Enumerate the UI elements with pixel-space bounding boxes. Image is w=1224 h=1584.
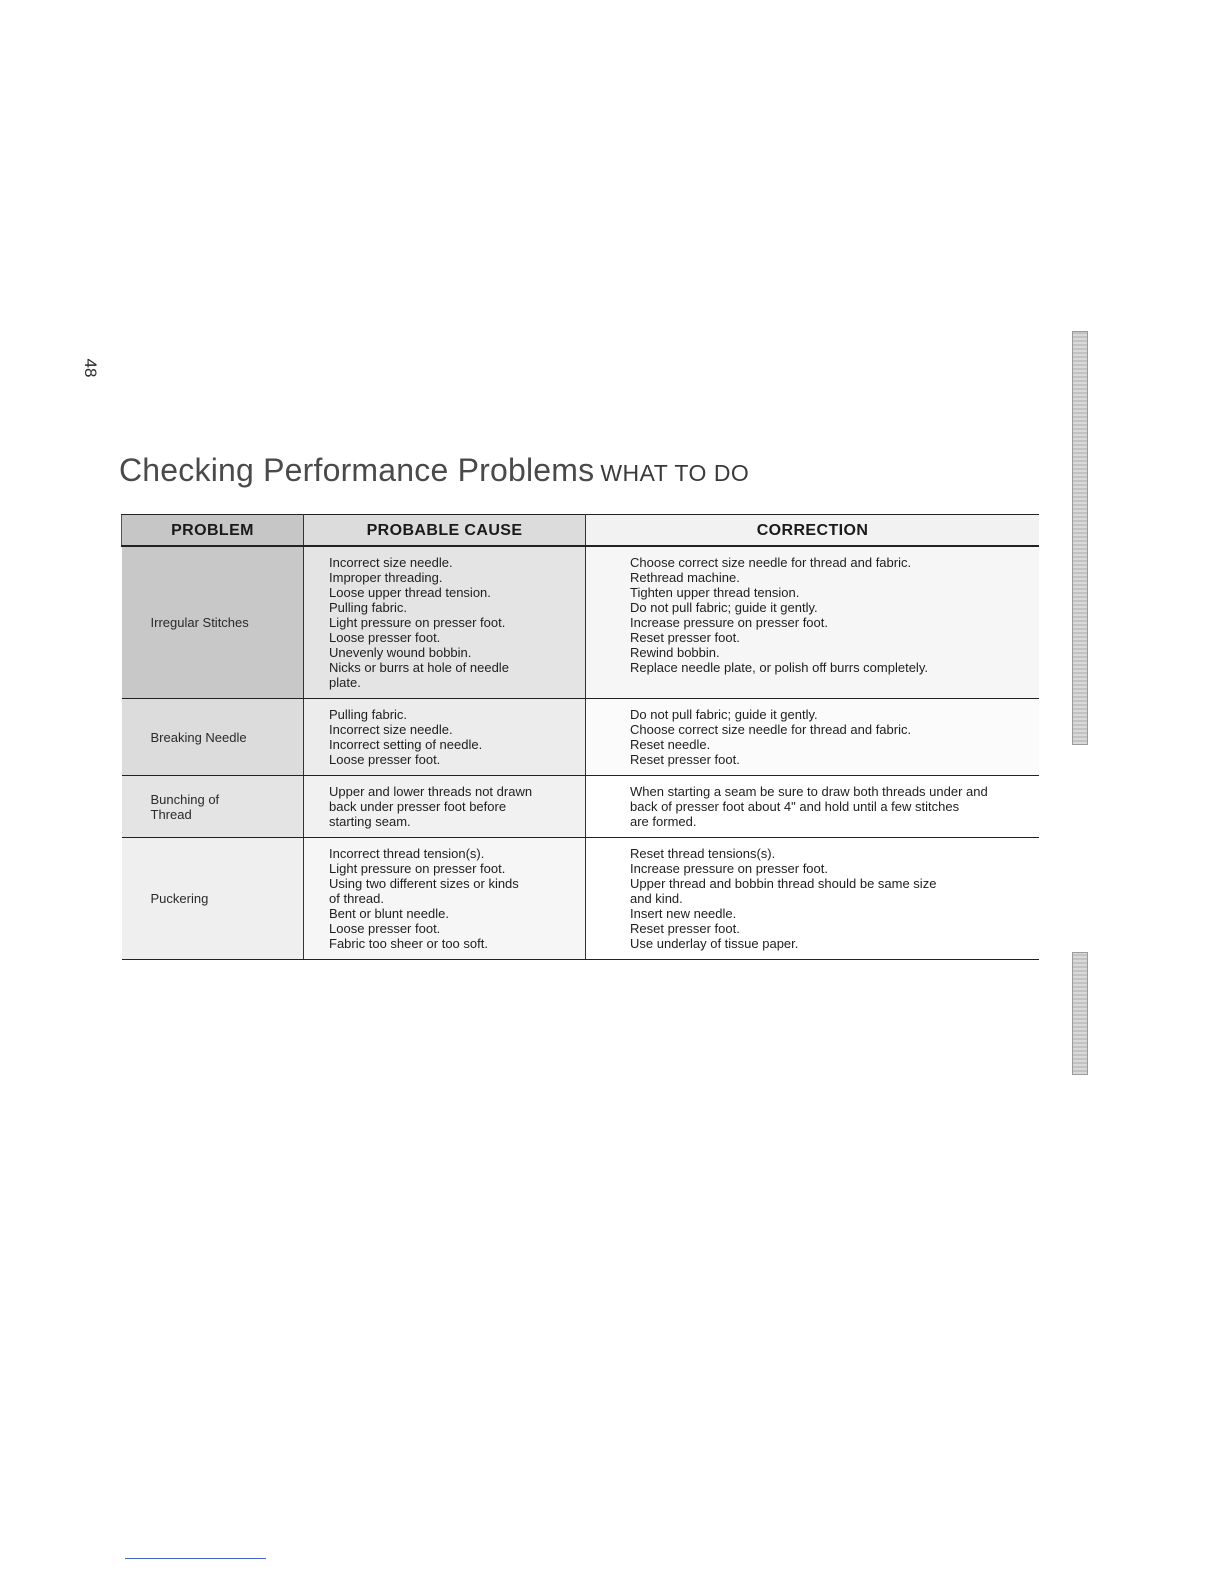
cause-line: Loose upper thread tension. bbox=[329, 585, 491, 600]
cause-line: Fabric too sheer or too soft. bbox=[329, 936, 488, 951]
correction-line: Choose correct size needle for thread and fabric. bbox=[630, 722, 912, 737]
table-row bbox=[122, 776, 1040, 838]
cause-line: Loose presser foot. bbox=[329, 630, 441, 645]
cause-line: Unevenly wound bobbin. bbox=[329, 645, 472, 660]
correction-line: Do not pull fabric; guide it gently. bbox=[630, 600, 818, 615]
cause-line: Loose presser foot. bbox=[329, 752, 441, 767]
correction-line: Reset thread tensions(s). bbox=[630, 846, 776, 861]
correction-line: Upper thread and bobbin thread should be same size bbox=[630, 876, 937, 891]
correction-line: Tighten upper thread tension. bbox=[630, 585, 800, 600]
title-subtitle: WHAT TO DO bbox=[600, 460, 750, 486]
cause-line: Incorrect setting of needle. bbox=[329, 737, 483, 752]
correction-line: Reset needle. bbox=[630, 737, 711, 752]
cause-line: Pulling fabric. bbox=[329, 600, 408, 615]
header-probable-cause: PROBABLE CAUSE bbox=[304, 515, 586, 547]
cause-cell bbox=[304, 838, 586, 960]
correction-cell bbox=[586, 838, 1040, 960]
cause-line: Bent or blunt needle. bbox=[329, 906, 449, 921]
correction-line: back of presser foot about 4" and hold until a few stitches bbox=[630, 799, 960, 814]
page-edge-bar-bottom bbox=[1072, 952, 1088, 1075]
problem-cell: Irregular Stitches bbox=[122, 546, 304, 699]
footer-rule bbox=[125, 1558, 266, 1559]
page-edge-bar-top bbox=[1072, 331, 1088, 745]
cause-line: Loose presser foot. bbox=[329, 921, 441, 936]
correction-cell bbox=[586, 546, 1040, 699]
cause-line: Improper threading. bbox=[329, 570, 443, 585]
page-title bbox=[119, 452, 749, 489]
correction-cell bbox=[586, 776, 1040, 838]
correction-line: Rewind bobbin. bbox=[630, 645, 720, 660]
correction-line: Increase pressure on presser foot. bbox=[630, 861, 828, 876]
cause-cell bbox=[304, 546, 586, 699]
table-row bbox=[122, 699, 1040, 776]
cause-line: Upper and lower threads not drawn bbox=[329, 784, 533, 799]
cause-line: Incorrect thread tension(s). bbox=[329, 846, 485, 861]
table-row bbox=[122, 838, 1040, 960]
correction-line: Do not pull fabric; guide it gently. bbox=[630, 707, 818, 722]
problem-cell bbox=[122, 776, 304, 838]
troubleshooting-table bbox=[121, 514, 1039, 960]
cause-line: Incorrect size needle. bbox=[329, 555, 453, 570]
cause-line: Pulling fabric. bbox=[329, 707, 408, 722]
table-row bbox=[122, 546, 1040, 699]
cause-line: starting seam. bbox=[329, 814, 411, 829]
correction-line: Use underlay of tissue paper. bbox=[630, 936, 799, 951]
title-main: Checking Performance Problems bbox=[119, 452, 595, 488]
cause-line: Light pressure on presser foot. bbox=[329, 861, 506, 876]
problem-cell: Breaking Needle bbox=[122, 699, 304, 776]
correction-line: When starting a seam be sure to draw both threads under and bbox=[630, 784, 988, 799]
problem-line: Bunching of bbox=[150, 791, 220, 807]
table-header-row bbox=[122, 515, 1040, 547]
correction-line: Reset presser foot. bbox=[630, 630, 740, 645]
cause-line: plate. bbox=[329, 675, 361, 690]
correction-line: Choose correct size needle for thread and fabric. bbox=[630, 555, 912, 570]
problem-line: Thread bbox=[150, 806, 192, 822]
correction-line: Increase pressure on presser foot. bbox=[630, 615, 828, 630]
correction-line: Insert new needle. bbox=[630, 906, 737, 921]
cause-line: Incorrect size needle. bbox=[329, 722, 453, 737]
correction-cell bbox=[586, 699, 1040, 776]
cause-line: Using two different sizes or kinds bbox=[329, 876, 519, 891]
correction-line: Reset presser foot. bbox=[630, 752, 740, 767]
cause-cell bbox=[304, 699, 586, 776]
cause-line: back under presser foot before bbox=[329, 799, 507, 814]
correction-line: Rethread machine. bbox=[630, 570, 740, 585]
correction-line: Reset presser foot. bbox=[630, 921, 740, 936]
cause-line: of thread. bbox=[329, 891, 384, 906]
correction-line: are formed. bbox=[630, 814, 697, 829]
correction-line: Replace needle plate, or polish off burrs completely. bbox=[630, 660, 928, 675]
page-number: 48 bbox=[81, 358, 100, 378]
cause-line: Light pressure on presser foot. bbox=[329, 615, 506, 630]
cause-line: Nicks or burrs at hole of needle bbox=[329, 660, 509, 675]
correction-line: and kind. bbox=[630, 891, 683, 906]
cause-cell bbox=[304, 776, 586, 838]
header-problem: PROBLEM bbox=[122, 515, 304, 547]
problem-cell: Puckering bbox=[122, 838, 304, 960]
header-correction: CORRECTION bbox=[586, 515, 1040, 547]
